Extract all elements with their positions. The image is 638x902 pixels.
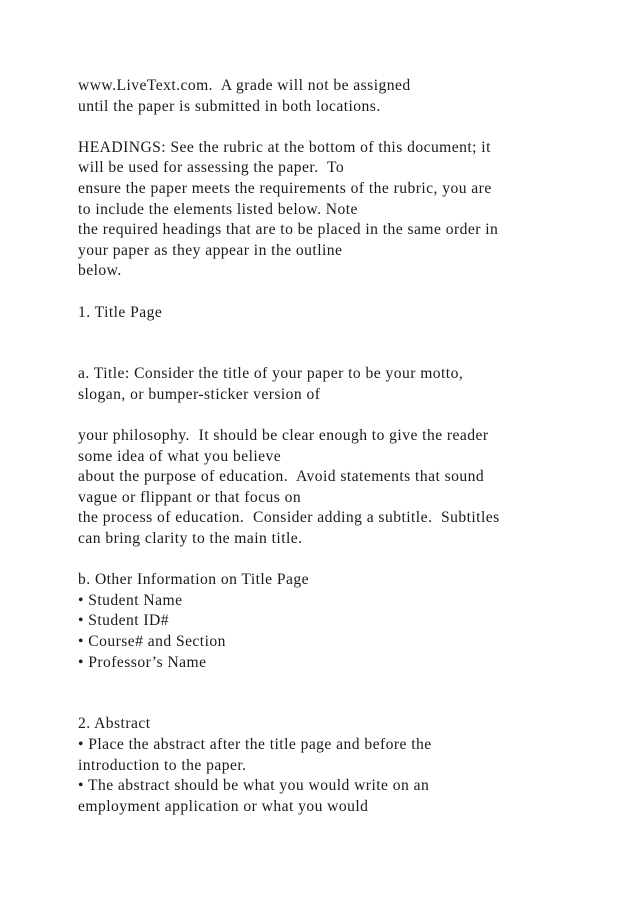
text-line: can bring clarity to the main title. xyxy=(78,530,303,548)
paragraph-spacer xyxy=(78,406,578,427)
document-text xyxy=(78,76,578,817)
text-line: introduction to the paper. xyxy=(78,756,247,774)
paragraph-spacer xyxy=(78,550,578,571)
paragraph-headings-instructions xyxy=(78,138,578,282)
section-heading-title-page xyxy=(78,303,578,324)
text-line: HEADINGS: See the rubric at the bottom of this document; it xyxy=(78,138,491,156)
section-heading: 1. Title Page xyxy=(78,303,163,321)
text-line: the required headings that are to be placed in the same order in xyxy=(78,221,499,239)
list-item: • Student ID# xyxy=(78,612,170,630)
section-heading: 2. Abstract xyxy=(78,715,151,733)
text-line: b. Other Information on Title Page xyxy=(78,571,309,589)
text-line: some idea of what you believe xyxy=(78,447,282,465)
paragraph-title-page-info xyxy=(78,570,578,673)
list-item: • Professor’s Name xyxy=(78,653,207,671)
paragraph-spacer xyxy=(78,323,578,364)
text-line: a. Title: Consider the title of your paper to be your motto, xyxy=(78,365,464,383)
text-line: your philosophy. It should be clear enough to give the reader xyxy=(78,427,489,445)
paragraph-abstract xyxy=(78,714,578,817)
text-line: below. xyxy=(78,262,122,280)
list-item: • The abstract should be what you would write on an xyxy=(78,777,430,795)
text-line: employment application or what you would xyxy=(78,797,369,815)
text-line: slogan, or bumper-sticker version of xyxy=(78,385,321,403)
text-line: your paper as they appear in the outline xyxy=(78,241,343,259)
list-item: • Student Name xyxy=(78,591,183,609)
list-item: • Place the abstract after the title page and before the xyxy=(78,736,432,753)
text-line: to include the elements listed below. Note xyxy=(78,200,358,218)
paragraph-spacer xyxy=(78,282,578,303)
list-item: • Course# and Section xyxy=(78,633,226,651)
paragraph-spacer xyxy=(78,117,578,138)
text-line: will be used for assessing the paper. To xyxy=(78,159,345,177)
text-line: vague or flippant or that focus on xyxy=(78,488,302,506)
paragraph-spacer xyxy=(78,673,578,714)
text-line: the process of education. Consider adding a subtitle. Subtitles xyxy=(78,509,500,527)
paragraph-title-guidance xyxy=(78,364,578,405)
text-line: www.LiveText.com. A grade will not be assigned xyxy=(78,77,411,94)
text-line: about the purpose of education. Avoid statements that sound xyxy=(78,468,485,486)
paragraph-philosophy-guidance xyxy=(78,426,578,550)
paragraph-livetext-note xyxy=(78,76,578,117)
text-line: ensure the paper meets the requirements of the rubric, you are xyxy=(78,179,492,197)
text-line: until the paper is submitted in both locations. xyxy=(78,97,381,115)
